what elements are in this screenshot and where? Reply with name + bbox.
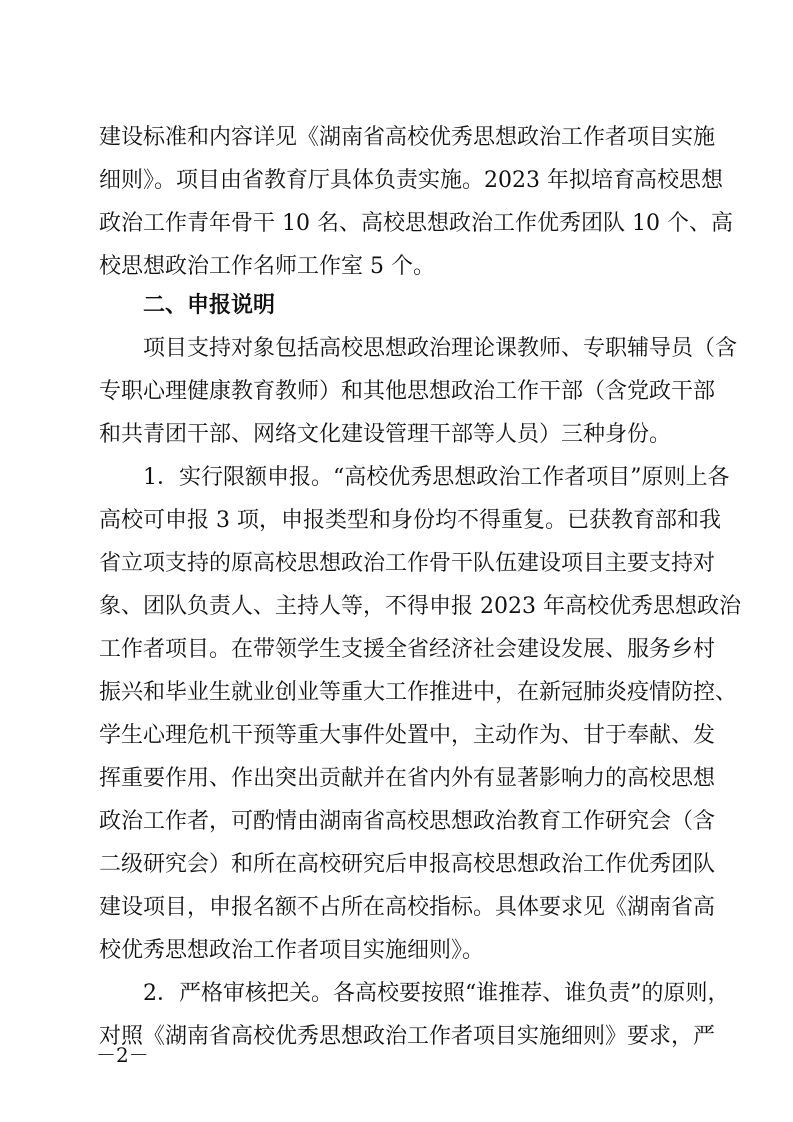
body-text-line: 细则》。项目由省教育厅具体负责实施。2023 年拟培育高校思想 [99, 168, 723, 193]
body-text-line: 建设项目，申报名额不占所在高校指标。具体要求见《湖南省高 [99, 895, 716, 920]
body-text-line: 振兴和毕业生就业创业等重大工作推进中，在新冠肺炎疫情防控、 [99, 680, 738, 705]
body-text-line: 二级研究会）和所在高校研究后申报高校思想政治工作优秀团队 [99, 852, 716, 877]
body-text-line: 对照《湖南省高校优秀思想政治工作者项目实施细则》要求，严 [99, 1024, 716, 1049]
paragraph-first-line: 项目支持对象包括高校思想政治理论课教师、专职辅导员（含 [143, 336, 738, 361]
body-text-line: 象、团队负责人、主持人等，不得申报 2023 年高校优秀思想政治 [99, 594, 741, 619]
body-text-line: 工作者项目。在带领学生支援全省经济社会建设发展、服务乡村 [99, 637, 716, 662]
body-text-line: 政治工作者，可酌情由湖南省高校思想政治教育工作研究会（含 [99, 809, 716, 834]
page-number: －2－ [96, 1043, 149, 1067]
paragraph-first-line: 2．严格审核把关。各高校要按照“谁推荐、谁负责”的原则， [143, 981, 730, 1006]
body-text-line: 校优秀思想政治工作者项目实施细则》。 [99, 938, 485, 963]
body-text-line: 高校可申报 3 项，申报类型和身份均不得重复。已获教育部和我 [99, 508, 721, 533]
body-text-line: 政治工作青年骨干 10 名、高校思想政治工作优秀团队 10 个、高 [99, 211, 733, 236]
paragraph-first-line: 1．实行限额申报。“高校优秀思想政治工作者项目”原则上各 [143, 465, 730, 490]
body-text-line: 省立项支持的原高校思想政治工作骨干队伍建设项目主要支持对 [99, 551, 716, 576]
body-text-line: 建设标准和内容详见《湖南省高校优秀思想政治工作者项目实施 [99, 125, 716, 150]
body-text-line: 挥重要作用、作出突出贡献并在省内外有显著影响力的高校思想 [99, 766, 716, 791]
body-text-line: 专职心理健康教育教师）和其他思想政治工作干部（含党政干部 [99, 379, 716, 404]
section-heading: 二、申报说明 [143, 293, 276, 318]
body-text-line: 和共青团干部、网络文化建设管理干部等人员）三种身份。 [99, 422, 672, 447]
body-text-line: 学生心理危机干预等重大事件处置中，主动作为、甘于奉献、发 [99, 723, 716, 748]
body-text-line: 校思想政治工作名师工作室 5 个。 [99, 254, 435, 279]
